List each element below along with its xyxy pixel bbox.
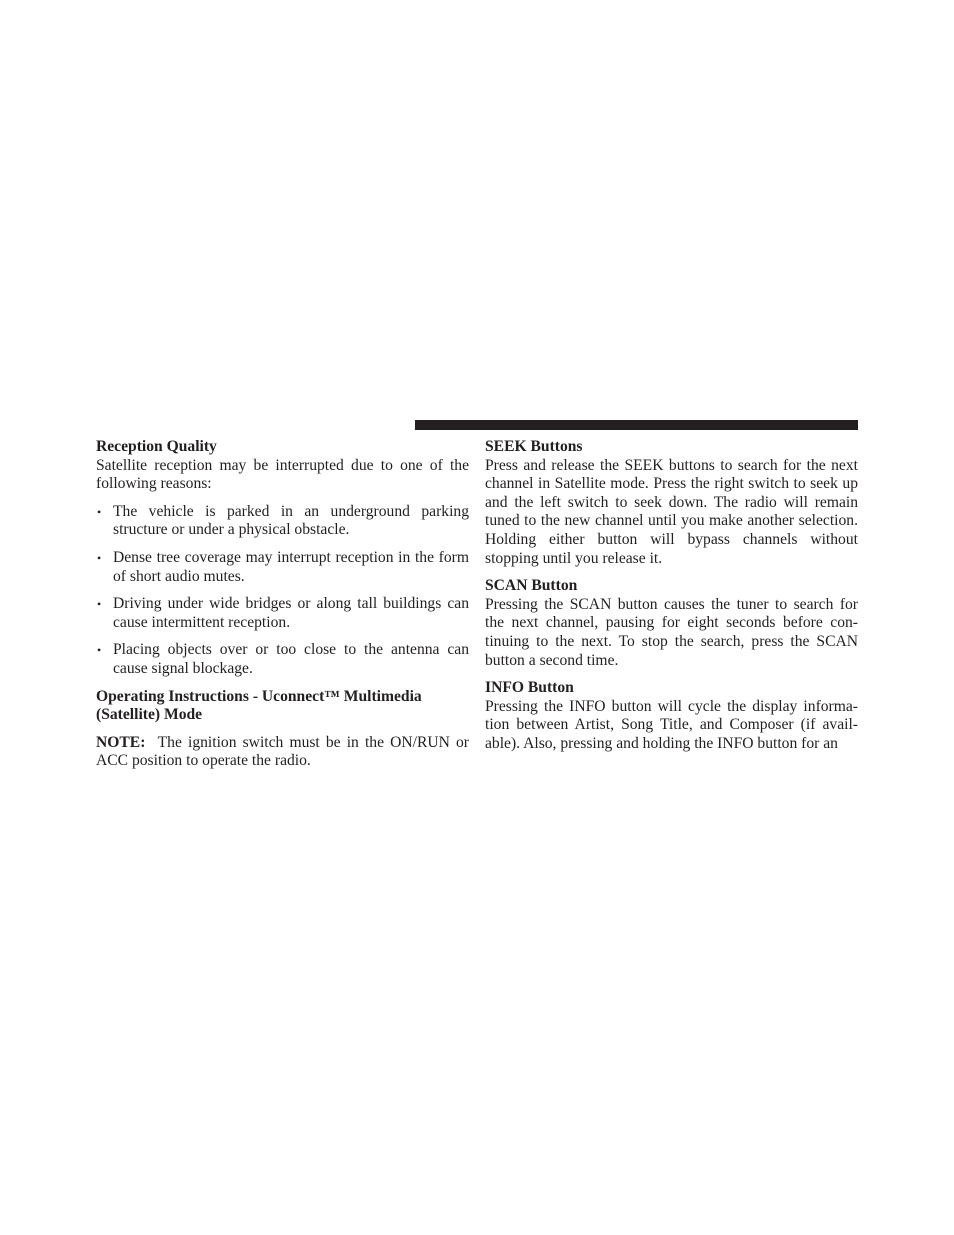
note-paragraph (96, 734, 469, 771)
scan-button-heading: SCAN Button (485, 577, 578, 595)
operating-instructions-heading: Operating Instructions - Uconnect™ Multimedia (Satellite) Mode (96, 687, 422, 724)
list-item-text: The vehicle is parked in an underground parking structure or under a physical obstacle. (113, 502, 469, 539)
section-header-bar (415, 420, 858, 430)
bullet-icon: • (97, 504, 102, 519)
list-item-text: Dense tree coverage may interrupt reception in the form of short audio mutes. (113, 548, 469, 585)
left-column (96, 438, 469, 771)
list-item (96, 641, 469, 678)
right-column (485, 438, 858, 754)
note-label: NOTE: (96, 733, 146, 751)
reception-quality-heading: Reception Quality (96, 438, 217, 455)
seek-buttons-heading: SEEK Buttons (485, 438, 583, 455)
list-item-text: Driving under wide bridges or along tall buildings can cause intermittent reception. (113, 595, 469, 631)
reception-reasons-list (96, 503, 469, 679)
scan-button-text: Pressing the SCAN button causes the tuner to search for the next channel, pausing for eight seconds before con-tinuing to the next. To stop the search, press the SCAN button a second time. (485, 595, 858, 669)
info-button-heading: INFO Button (485, 679, 574, 697)
bullet-icon: • (97, 643, 102, 658)
reception-quality-intro: Satellite reception may be interrupted due to one of the following reasons: (96, 456, 469, 493)
info-button-text: Pressing the INFO button will cycle the display informa-tion between Artist, Song Title, and Composer (if avail-able). Also, pressing and holding the INFO button for an (485, 697, 858, 752)
seek-buttons-text: Press and release the SEEK buttons to search for the next channel in Satellite mode. Press the right switch to seek up and the left switch to seek down. The radio will remain tuned to the new channel until you make another selection. Holding either button will bypass channels without stopping until you release it. (485, 456, 858, 567)
bullet-icon: • (97, 597, 102, 612)
list-item (96, 503, 469, 540)
bullet-icon: • (97, 550, 102, 565)
list-item (96, 549, 469, 586)
list-item (96, 595, 469, 632)
list-item-text: Placing objects over or too close to the antenna can cause signal blockage. (113, 641, 469, 677)
note-text: The ignition switch must be in the ON/RUN or ACC position to operate the radio. (96, 733, 470, 770)
